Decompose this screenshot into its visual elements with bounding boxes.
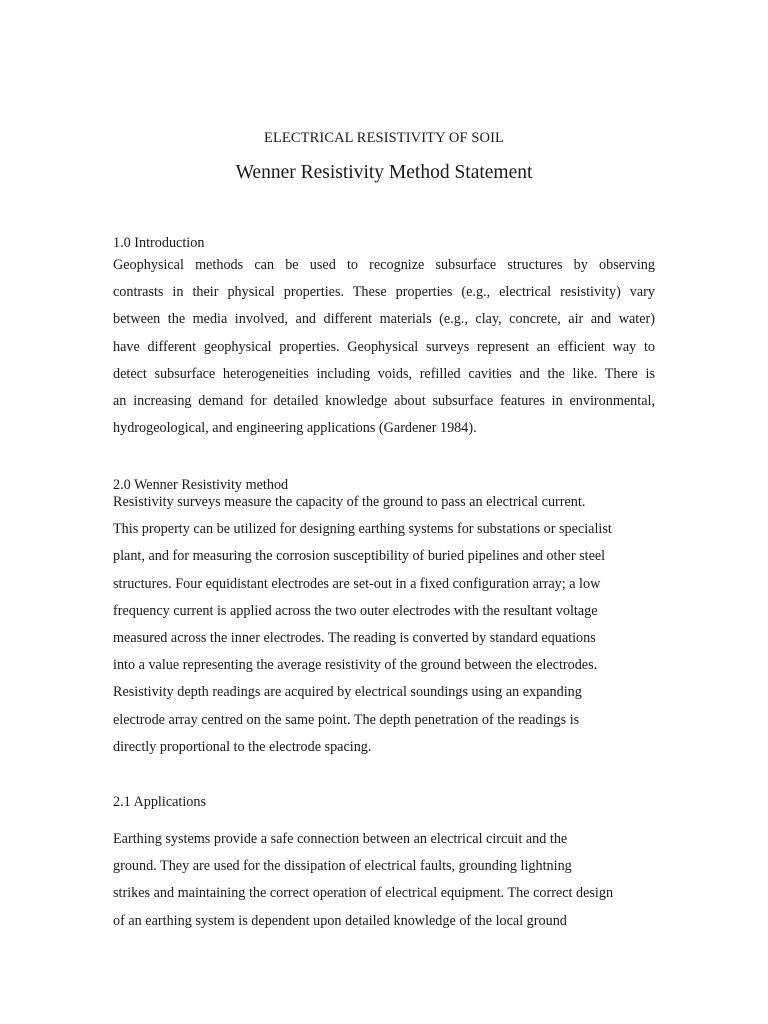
paragraph-line: Resistivity depth readings are acquired by electrical soundings using an expanding bbox=[113, 684, 582, 701]
paragraph-line: measured across the inner electrodes. The reading is converted by standard equations bbox=[113, 629, 596, 646]
paragraph-line: electrode array centred on the same point. The depth penetration of the readings is bbox=[113, 711, 580, 728]
section-paragraph-applications bbox=[113, 826, 655, 935]
paragraph-line: between the media involved, and different materials (e.g., clay, concrete, air and water) bbox=[113, 311, 655, 328]
section-heading-applications: 2.1 Applications bbox=[113, 794, 207, 810]
section-heading-wenner-method: 2.0 Wenner Resistivity method bbox=[113, 477, 289, 493]
paragraph-line: into a value representing the average resistivity of the ground between the electrodes. bbox=[113, 657, 598, 674]
paragraph-line: frequency current is applied across the two outer electrodes with the resultant voltage bbox=[113, 602, 598, 619]
paragraph-line: plant, and for measuring the corrosion susceptibility of buried pipelines and other steel bbox=[113, 548, 606, 565]
paragraph-line: have different geophysical properties. Geophysical surveys represent an efficient way to bbox=[113, 338, 655, 355]
paragraph-line: ground. They are used for the dissipation of electrical faults, grounding lightning bbox=[113, 858, 572, 875]
paragraph-line: Resistivity surveys measure the capacity of the ground to pass an electrical current. bbox=[113, 494, 586, 510]
paragraph-line: an increasing demand for detailed knowledge about subsurface features in environmental, bbox=[113, 392, 655, 409]
paragraph-line: Geophysical methods can be used to recognize subsurface structures by observing bbox=[113, 257, 655, 273]
section-heading-introduction: 1.0 Introduction bbox=[113, 235, 205, 251]
paragraph-line: directly proportional to the electrode spacing. bbox=[113, 738, 372, 755]
section-paragraph-introduction bbox=[113, 252, 655, 442]
document-title: Wenner Resistivity Method Statement bbox=[235, 162, 533, 183]
paragraph-line: This property can be utilized for designing earthing systems for substations or specialist bbox=[113, 521, 612, 538]
paragraph-line: strikes and maintaining the correct operation of electrical equipment. The correct design bbox=[113, 885, 614, 902]
paragraph-line: structures. Four equidistant electrodes are set-out in a fixed configuration array; a low bbox=[113, 575, 601, 592]
paragraph-line: contrasts in their physical properties. These properties (e.g., electrical resistivity) vary bbox=[113, 284, 655, 301]
section-paragraph-wenner-method bbox=[113, 489, 655, 761]
paragraph-line: hydrogeological, and engineering applications (Gardener 1984). bbox=[113, 420, 477, 437]
paragraph-line: of an earthing system is dependent upon detailed knowledge of the local ground bbox=[113, 912, 567, 929]
document-header: ELECTRICAL RESISTIVITY OF SOIL bbox=[264, 130, 504, 146]
paragraph-line: detect subsurface heterogeneities including voids, refilled cavities and the like. There is bbox=[113, 365, 655, 382]
paragraph-line: Earthing systems provide a safe connection between an electrical circuit and the bbox=[113, 831, 568, 847]
